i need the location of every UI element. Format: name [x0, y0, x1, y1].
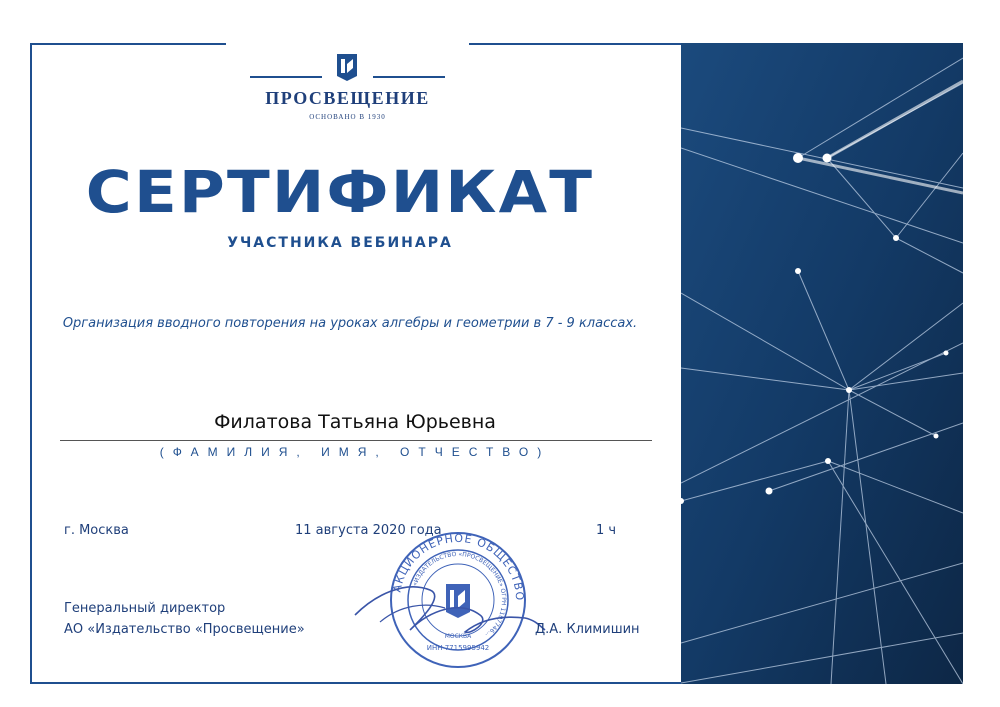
city: г. Москва: [64, 523, 129, 538]
hours: 1 ч: [596, 523, 617, 538]
logo-emblem-icon: [335, 52, 359, 82]
signer-name: Д.А. Климишин: [535, 622, 640, 637]
svg-text:МОСКВА: МОСКВА: [444, 633, 472, 640]
logo-line-right: [373, 76, 445, 78]
webinar-topic: Организация вводного повторения на уроках алгебры и геометрии в 7 - 9 классах.: [62, 316, 638, 331]
publisher-logo: [250, 52, 445, 124]
signer-position-line2: АО «Издательство «Просвещение»: [64, 622, 305, 637]
certificate-title: СЕРТИФИКАТ: [85, 158, 595, 226]
frame-bottom: [30, 682, 681, 684]
name-underline: [60, 440, 652, 441]
svg-text:ИНН 7715995942: ИНН 7715995942: [426, 644, 490, 652]
logo-tagline: ОСНОВАНО В 1930: [309, 113, 386, 121]
frame-top-right: [469, 43, 681, 45]
svg-text:АКЦИОНЕРНОЕ ОБЩЕСТВО: АКЦИОНЕРНОЕ ОБЩЕСТВО: [390, 531, 527, 602]
recipient-name: Филатова Татьяна Юрьевна: [214, 411, 496, 433]
frame-left: [30, 43, 32, 684]
name-caption: (ФАМИЛИЯ, ИМЯ, ОТЧЕСТВО): [159, 445, 551, 459]
svg-text:«ИЗДАТЕЛЬСТВО «ПРОСВЕЩЕНИЕ» ОГ: «ИЗДАТЕЛЬСТВО «ПРОСВЕЩЕНИЕ» ОГРН 1107746...: [411, 550, 508, 639]
handwritten-signature: [350, 560, 550, 650]
logo-line-left: [250, 76, 322, 78]
logo-name: ПРОСВЕЩЕНИЕ: [265, 88, 430, 108]
date: 11 августа 2020 года: [295, 523, 442, 538]
frame-top-left: [30, 43, 226, 45]
decorative-network-panel: [681, 43, 963, 684]
signer-position-line1: Генеральный директор: [64, 601, 226, 616]
certificate-subtitle: УЧАСТНИКА ВЕБИНАРА: [227, 235, 453, 251]
